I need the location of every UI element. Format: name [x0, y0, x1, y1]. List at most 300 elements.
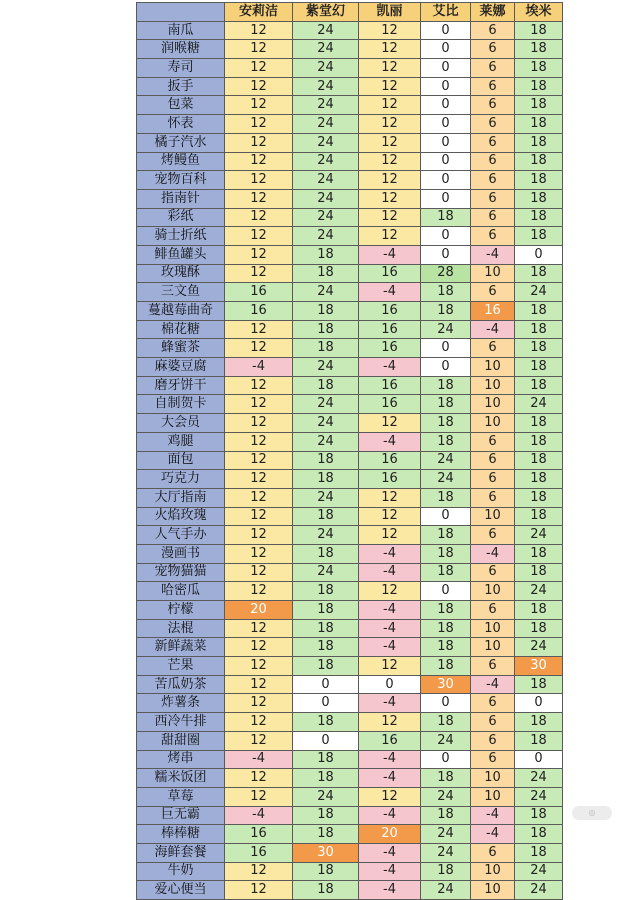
affinity-value-cell: -4: [359, 881, 421, 900]
affinity-value-cell: 18: [421, 376, 471, 395]
affinity-value-cell: 6: [471, 227, 515, 246]
affinity-value-cell: -4: [359, 601, 421, 620]
affinity-value-cell: 10: [471, 582, 515, 601]
affinity-value-cell: 12: [225, 414, 293, 433]
affinity-value-cell: 18: [293, 320, 359, 339]
affinity-value-cell: 18: [421, 526, 471, 545]
affinity-value-cell: 24: [515, 638, 563, 657]
affinity-value-cell: 16: [359, 451, 421, 470]
affinity-value-cell: 10: [471, 862, 515, 881]
affinity-value-cell: 12: [225, 171, 293, 190]
affinity-value-cell: 12: [225, 451, 293, 470]
affinity-value-cell: 18: [421, 283, 471, 302]
affinity-value-cell: 24: [293, 526, 359, 545]
affinity-value-cell: 10: [471, 414, 515, 433]
affinity-value-cell: 12: [359, 787, 421, 806]
table-row: [137, 451, 563, 470]
affinity-value-cell: 0: [359, 675, 421, 694]
affinity-value-cell: 12: [225, 376, 293, 395]
affinity-value-cell: -4: [359, 694, 421, 713]
affinity-value-cell: 0: [421, 245, 471, 264]
affinity-value-cell: 24: [421, 470, 471, 489]
affinity-value-cell: 18: [421, 619, 471, 638]
affinity-value-cell: 12: [359, 171, 421, 190]
affinity-value-cell: 18: [421, 806, 471, 825]
affinity-value-cell: 18: [293, 657, 359, 676]
affinity-value-cell: -4: [471, 245, 515, 264]
table-row: [137, 694, 563, 713]
affinity-value-cell: 12: [225, 189, 293, 208]
affinity-value-cell: 24: [293, 488, 359, 507]
table-row: [137, 77, 563, 96]
affinity-value-cell: 24: [293, 133, 359, 152]
header-character: 埃米: [515, 3, 563, 22]
affinity-value-cell: 16: [359, 731, 421, 750]
gift-item-name: 草莓: [137, 787, 225, 806]
table-row: [137, 395, 563, 414]
affinity-value-cell: 0: [515, 750, 563, 769]
affinity-value-cell: 18: [293, 544, 359, 563]
affinity-value-cell: 0: [421, 189, 471, 208]
gift-item-name: 麻婆豆腐: [137, 358, 225, 377]
affinity-value-cell: 0: [421, 115, 471, 134]
affinity-value-cell: 24: [293, 115, 359, 134]
table-row: [137, 21, 563, 40]
affinity-value-cell: 12: [225, 731, 293, 750]
gift-item-name: 人气手办: [137, 526, 225, 545]
affinity-value-cell: 24: [515, 395, 563, 414]
header-character: 紫堂幻: [293, 3, 359, 22]
affinity-value-cell: 18: [293, 769, 359, 788]
affinity-value-cell: 18: [421, 601, 471, 620]
gift-item-name: 大会员: [137, 414, 225, 433]
affinity-value-cell: 6: [471, 750, 515, 769]
gift-item-name: 彩纸: [137, 208, 225, 227]
affinity-value-cell: 24: [293, 152, 359, 171]
affinity-value-cell: 12: [225, 339, 293, 358]
affinity-value-cell: 24: [515, 582, 563, 601]
gift-item-name: 烤鳗鱼: [137, 152, 225, 171]
affinity-value-cell: 10: [471, 638, 515, 657]
affinity-value-cell: 6: [471, 40, 515, 59]
affinity-value-cell: 12: [359, 713, 421, 732]
table-row: [137, 769, 563, 788]
affinity-value-cell: -4: [359, 432, 421, 451]
gift-item-name: 蔓越莓曲奇: [137, 302, 225, 321]
affinity-value-cell: 12: [225, 96, 293, 115]
watermark-logo: ◎: [572, 806, 612, 820]
gift-item-name: 爱心便当: [137, 881, 225, 900]
affinity-value-cell: 12: [359, 77, 421, 96]
affinity-value-cell: 18: [293, 376, 359, 395]
table-row: [137, 208, 563, 227]
table-row: [137, 133, 563, 152]
affinity-value-cell: 12: [225, 657, 293, 676]
affinity-value-cell: 20: [225, 601, 293, 620]
affinity-value-cell: 0: [421, 507, 471, 526]
affinity-value-cell: 12: [225, 21, 293, 40]
affinity-value-cell: 18: [515, 713, 563, 732]
affinity-value-cell: 24: [293, 395, 359, 414]
gift-item-name: 棉花糖: [137, 320, 225, 339]
gift-item-name: 西冷牛排: [137, 713, 225, 732]
affinity-value-cell: 18: [421, 657, 471, 676]
affinity-value-cell: 6: [471, 96, 515, 115]
gift-item-name: 烤串: [137, 750, 225, 769]
affinity-value-cell: 6: [471, 451, 515, 470]
affinity-value-cell: 6: [471, 283, 515, 302]
affinity-value-cell: 18: [293, 806, 359, 825]
affinity-value-cell: 18: [515, 432, 563, 451]
affinity-value-cell: 12: [225, 694, 293, 713]
affinity-value-cell: 24: [293, 77, 359, 96]
affinity-value-cell: 24: [293, 563, 359, 582]
affinity-value-cell: 0: [421, 21, 471, 40]
table-row: [137, 470, 563, 489]
affinity-value-cell: 0: [421, 339, 471, 358]
affinity-value-cell: 12: [225, 77, 293, 96]
table-row: [137, 582, 563, 601]
affinity-value-cell: 12: [225, 488, 293, 507]
affinity-value-cell: 12: [359, 133, 421, 152]
gift-item-name: 漫画书: [137, 544, 225, 563]
affinity-value-cell: 16: [359, 320, 421, 339]
affinity-value-cell: -4: [359, 563, 421, 582]
affinity-value-cell: 18: [515, 806, 563, 825]
gift-item-name: 巧克力: [137, 470, 225, 489]
affinity-value-cell: 6: [471, 526, 515, 545]
affinity-value-cell: 18: [515, 40, 563, 59]
affinity-value-cell: 18: [421, 713, 471, 732]
affinity-value-cell: 18: [421, 488, 471, 507]
affinity-value-cell: 18: [293, 339, 359, 358]
affinity-value-cell: 30: [515, 657, 563, 676]
affinity-value-cell: 6: [471, 77, 515, 96]
affinity-value-cell: 12: [225, 526, 293, 545]
affinity-value-cell: -4: [471, 675, 515, 694]
affinity-value-cell: -4: [359, 544, 421, 563]
affinity-value-cell: 18: [515, 488, 563, 507]
affinity-value-cell: -4: [359, 358, 421, 377]
affinity-value-cell: 24: [421, 731, 471, 750]
gift-item-name: 寿司: [137, 59, 225, 78]
affinity-value-cell: 18: [293, 825, 359, 844]
gift-item-name: 南瓜: [137, 21, 225, 40]
affinity-value-cell: 16: [359, 376, 421, 395]
affinity-value-cell: 16: [225, 825, 293, 844]
affinity-value-cell: 18: [421, 302, 471, 321]
affinity-value-cell: 18: [515, 171, 563, 190]
header-character: 凯丽: [359, 3, 421, 22]
affinity-value-cell: 12: [359, 21, 421, 40]
affinity-value-cell: 6: [471, 470, 515, 489]
affinity-value-cell: 0: [421, 358, 471, 377]
gift-item-name: 新鲜蔬菜: [137, 638, 225, 657]
affinity-value-cell: 24: [421, 881, 471, 900]
affinity-value-cell: 18: [293, 601, 359, 620]
table-row: [137, 358, 563, 377]
affinity-value-cell: 24: [421, 825, 471, 844]
affinity-value-cell: 0: [421, 77, 471, 96]
table-row: [137, 115, 563, 134]
affinity-value-cell: 16: [359, 302, 421, 321]
table-row: [137, 245, 563, 264]
affinity-value-cell: 12: [359, 414, 421, 433]
affinity-value-cell: -4: [225, 750, 293, 769]
affinity-value-cell: 18: [421, 414, 471, 433]
affinity-value-cell: 12: [225, 881, 293, 900]
affinity-value-cell: 12: [225, 675, 293, 694]
affinity-value-cell: 12: [225, 245, 293, 264]
affinity-value-cell: 12: [359, 189, 421, 208]
affinity-value-cell: 6: [471, 563, 515, 582]
gift-item-name: 巨无霸: [137, 806, 225, 825]
affinity-value-cell: 12: [225, 227, 293, 246]
affinity-value-cell: 0: [421, 59, 471, 78]
affinity-value-cell: 24: [515, 283, 563, 302]
affinity-value-cell: 0: [515, 245, 563, 264]
affinity-value-cell: 18: [293, 862, 359, 881]
affinity-value-cell: 18: [421, 638, 471, 657]
affinity-value-cell: 12: [225, 470, 293, 489]
affinity-value-cell: 0: [293, 694, 359, 713]
affinity-value-cell: 0: [293, 731, 359, 750]
affinity-value-cell: 6: [471, 843, 515, 862]
affinity-value-cell: 0: [421, 171, 471, 190]
table-row: [137, 320, 563, 339]
table-row: [137, 806, 563, 825]
affinity-value-cell: 18: [515, 189, 563, 208]
affinity-value-cell: 12: [225, 787, 293, 806]
header-character: 艾比: [421, 3, 471, 22]
affinity-value-cell: 6: [471, 657, 515, 676]
affinity-value-cell: 18: [421, 208, 471, 227]
affinity-value-cell: 18: [421, 395, 471, 414]
affinity-value-cell: 10: [471, 507, 515, 526]
affinity-value-cell: -4: [225, 358, 293, 377]
gift-item-name: 包菜: [137, 96, 225, 115]
affinity-value-cell: 0: [421, 227, 471, 246]
gift-item-name: 指南针: [137, 189, 225, 208]
affinity-value-cell: 0: [421, 133, 471, 152]
table-row: [137, 171, 563, 190]
affinity-value-cell: 24: [293, 358, 359, 377]
affinity-value-cell: 6: [471, 133, 515, 152]
affinity-value-cell: 18: [421, 769, 471, 788]
affinity-value-cell: 12: [225, 208, 293, 227]
affinity-value-cell: 18: [293, 619, 359, 638]
affinity-value-cell: 12: [359, 227, 421, 246]
affinity-value-cell: 12: [225, 713, 293, 732]
affinity-value-cell: 16: [359, 470, 421, 489]
affinity-value-cell: 16: [225, 302, 293, 321]
affinity-value-cell: 18: [515, 302, 563, 321]
gift-item-name: 润喉糖: [137, 40, 225, 59]
affinity-value-cell: 12: [359, 507, 421, 526]
table-row: [137, 40, 563, 59]
table-row: [137, 152, 563, 171]
table-row: [137, 59, 563, 78]
affinity-value-cell: 18: [515, 843, 563, 862]
affinity-value-cell: 16: [359, 339, 421, 358]
table-row: [137, 881, 563, 900]
affinity-value-cell: 24: [293, 414, 359, 433]
affinity-value-cell: 24: [421, 787, 471, 806]
table-row: [137, 339, 563, 358]
affinity-value-cell: -4: [359, 750, 421, 769]
affinity-value-cell: 0: [421, 40, 471, 59]
affinity-value-cell: -4: [359, 806, 421, 825]
affinity-value-cell: -4: [471, 544, 515, 563]
affinity-value-cell: 12: [225, 320, 293, 339]
gift-item-name: 苦瓜奶茶: [137, 675, 225, 694]
affinity-value-cell: 24: [421, 320, 471, 339]
affinity-value-cell: 6: [471, 731, 515, 750]
affinity-value-cell: -4: [359, 245, 421, 264]
affinity-value-cell: 6: [471, 601, 515, 620]
gift-item-name: 磨牙饼干: [137, 376, 225, 395]
affinity-value-cell: 18: [515, 227, 563, 246]
affinity-value-cell: -4: [471, 806, 515, 825]
affinity-value-cell: 18: [515, 115, 563, 134]
affinity-value-cell: 0: [421, 750, 471, 769]
affinity-value-cell: 24: [515, 769, 563, 788]
affinity-value-cell: 18: [515, 507, 563, 526]
affinity-value-cell: 6: [471, 432, 515, 451]
affinity-value-cell: 18: [293, 881, 359, 900]
gift-item-name: 怀表: [137, 115, 225, 134]
affinity-value-cell: 0: [515, 694, 563, 713]
affinity-value-cell: 12: [225, 115, 293, 134]
affinity-value-cell: 24: [293, 227, 359, 246]
gift-item-name: 法棍: [137, 619, 225, 638]
affinity-value-cell: 16: [359, 264, 421, 283]
affinity-value-cell: 12: [225, 769, 293, 788]
table-row: [137, 750, 563, 769]
affinity-value-cell: 18: [515, 77, 563, 96]
affinity-value-cell: 12: [359, 115, 421, 134]
affinity-value-cell: 28: [421, 264, 471, 283]
affinity-value-cell: 12: [359, 40, 421, 59]
table-row: [137, 488, 563, 507]
gift-item-name: 骑士折纸: [137, 227, 225, 246]
affinity-value-cell: 12: [225, 507, 293, 526]
affinity-value-cell: 12: [225, 432, 293, 451]
table-row: [137, 825, 563, 844]
gift-item-name: 棒棒糖: [137, 825, 225, 844]
affinity-value-cell: 24: [515, 862, 563, 881]
affinity-value-cell: 6: [471, 694, 515, 713]
affinity-value-cell: 12: [225, 40, 293, 59]
corner-cell: [137, 3, 225, 22]
gift-item-name: 玫瑰酥: [137, 264, 225, 283]
table-row: [137, 96, 563, 115]
gift-item-name: 自制贺卡: [137, 395, 225, 414]
gift-item-name: 海鲜套餐: [137, 843, 225, 862]
header-character: 莱娜: [471, 3, 515, 22]
affinity-value-cell: 6: [471, 59, 515, 78]
affinity-value-cell: 10: [471, 769, 515, 788]
affinity-value-cell: 18: [421, 862, 471, 881]
header-character: 安莉洁: [225, 3, 293, 22]
affinity-value-cell: 18: [293, 470, 359, 489]
gift-item-name: 甜甜圈: [137, 731, 225, 750]
gift-item-name: 面包: [137, 451, 225, 470]
affinity-value-cell: 16: [471, 302, 515, 321]
affinity-value-cell: 18: [293, 750, 359, 769]
affinity-value-cell: 20: [359, 825, 421, 844]
gift-item-name: 蜂蜜茶: [137, 339, 225, 358]
affinity-value-cell: 18: [515, 320, 563, 339]
gift-item-name: 宠物猫猫: [137, 563, 225, 582]
table-row: [137, 507, 563, 526]
gift-item-name: 哈密瓜: [137, 582, 225, 601]
affinity-value-cell: 6: [471, 208, 515, 227]
affinity-value-cell: 18: [421, 432, 471, 451]
affinity-value-cell: 18: [515, 601, 563, 620]
affinity-value-cell: 10: [471, 881, 515, 900]
affinity-value-cell: 18: [515, 414, 563, 433]
affinity-value-cell: -4: [225, 806, 293, 825]
affinity-value-cell: 12: [359, 208, 421, 227]
affinity-value-cell: 16: [225, 283, 293, 302]
table-row: [137, 376, 563, 395]
table-row: [137, 619, 563, 638]
affinity-value-cell: 24: [293, 21, 359, 40]
affinity-value-cell: 18: [515, 96, 563, 115]
affinity-value-cell: 18: [515, 133, 563, 152]
table-row: [137, 302, 563, 321]
table-row: [137, 657, 563, 676]
affinity-value-cell: 16: [359, 395, 421, 414]
affinity-value-cell: 18: [293, 302, 359, 321]
affinity-value-cell: 6: [471, 339, 515, 358]
gift-item-name: 三文鱼: [137, 283, 225, 302]
affinity-value-cell: -4: [359, 769, 421, 788]
affinity-value-cell: 10: [471, 376, 515, 395]
affinity-value-cell: 18: [515, 208, 563, 227]
affinity-value-cell: 24: [293, 96, 359, 115]
affinity-value-cell: 12: [225, 152, 293, 171]
affinity-value-cell: 18: [515, 152, 563, 171]
table-row: [137, 227, 563, 246]
affinity-value-cell: 24: [421, 451, 471, 470]
table-row: [137, 862, 563, 881]
affinity-value-cell: 18: [293, 507, 359, 526]
gift-item-name: 炸薯条: [137, 694, 225, 713]
affinity-value-cell: 18: [515, 731, 563, 750]
affinity-value-cell: 0: [421, 96, 471, 115]
gift-item-name: 牛奶: [137, 862, 225, 881]
affinity-value-cell: 12: [359, 657, 421, 676]
gift-item-name: 鸡腿: [137, 432, 225, 451]
affinity-value-cell: 12: [359, 59, 421, 78]
affinity-value-cell: 18: [293, 582, 359, 601]
table-row: [137, 787, 563, 806]
affinity-value-cell: 12: [359, 526, 421, 545]
affinity-value-cell: 10: [471, 787, 515, 806]
affinity-value-cell: 18: [515, 376, 563, 395]
affinity-value-cell: 6: [471, 189, 515, 208]
affinity-value-cell: 18: [515, 619, 563, 638]
affinity-value-cell: -4: [359, 619, 421, 638]
table-row: [137, 283, 563, 302]
gift-affinity-table: [136, 2, 563, 900]
affinity-value-cell: 12: [359, 488, 421, 507]
table-row: [137, 432, 563, 451]
gift-item-name: 柠檬: [137, 601, 225, 620]
table-row: [137, 638, 563, 657]
